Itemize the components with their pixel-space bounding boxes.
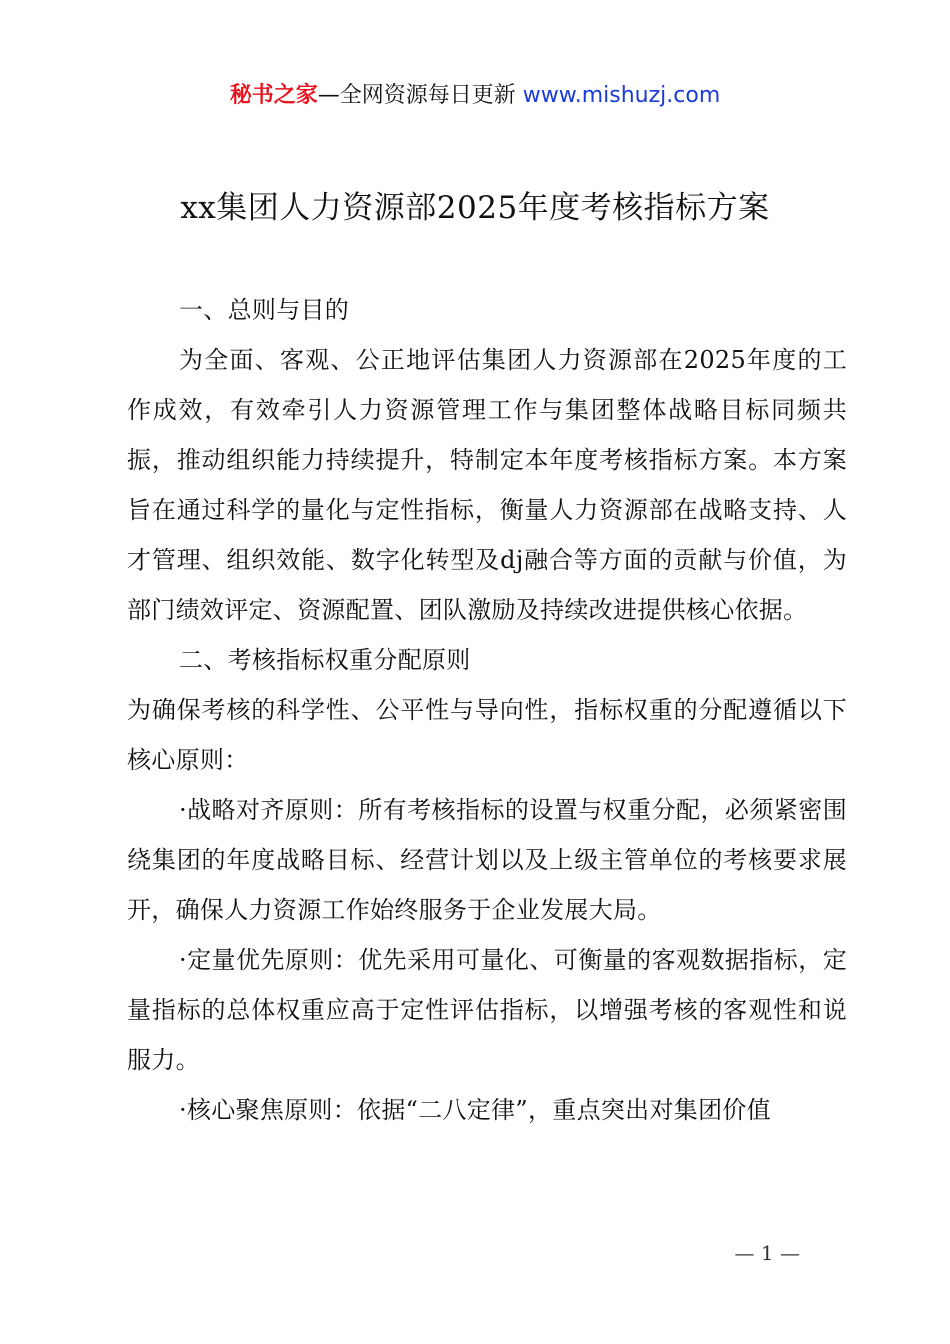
page-number: — 1 — (734, 1241, 800, 1265)
banner-tagline: —全网资源每日更新 (317, 83, 523, 108)
site-banner (0, 80, 950, 112)
paragraph-principles-intro: 为确保考核的科学性、公平性与导向性，指标权重的分配遵循以下核心原则： (127, 696, 847, 774)
section-heading-2: 二、考核指标权重分配原则 (179, 646, 471, 674)
section-heading-1: 一、总则与目的 (179, 296, 350, 324)
document-body (127, 285, 847, 1135)
principle-core-focus: ·核心聚焦原则：依据“二八定律”，重点突出对集团价值 (179, 1096, 771, 1124)
principle-strategy: ·战略对齐原则：所有考核指标的设置与权重分配，必须紧密围绕集团的年度战略目标、经营计划以及上级主管单位的考核要求展开，确保人力资源工作始终服务于企业发展大局。 (127, 796, 847, 924)
principle-quantitative: ·定量优先原则：优先采用可量化、可衡量的客观数据指标，定量指标的总体权重应高于定性评估指标，以增强考核的客观性和说服力。 (127, 946, 847, 1074)
document-title: xx集团人力资源部2025年度考核指标方案 (180, 190, 770, 226)
paragraph-purpose: 为全面、客观、公正地评估集团人力资源部在2025年度的工作成效，有效牵引人力资源管理工作与集团整体战略目标同频共振，推动组织能力持续提升，特制定本年度考核指标方案。本方案旨在通过科学的量化与定性指标，衡量人力资源部在战略支持、人才管理、组织效能、数字化转型及dj融合等方面的贡献与价值，为部门绩效评定、资源配置、团队激励及持续改进提供核心依据。 (127, 346, 847, 624)
banner-brand: 秘书之家 (229, 83, 318, 108)
banner-url-link[interactable]: www.mishuzj.com (522, 83, 721, 108)
